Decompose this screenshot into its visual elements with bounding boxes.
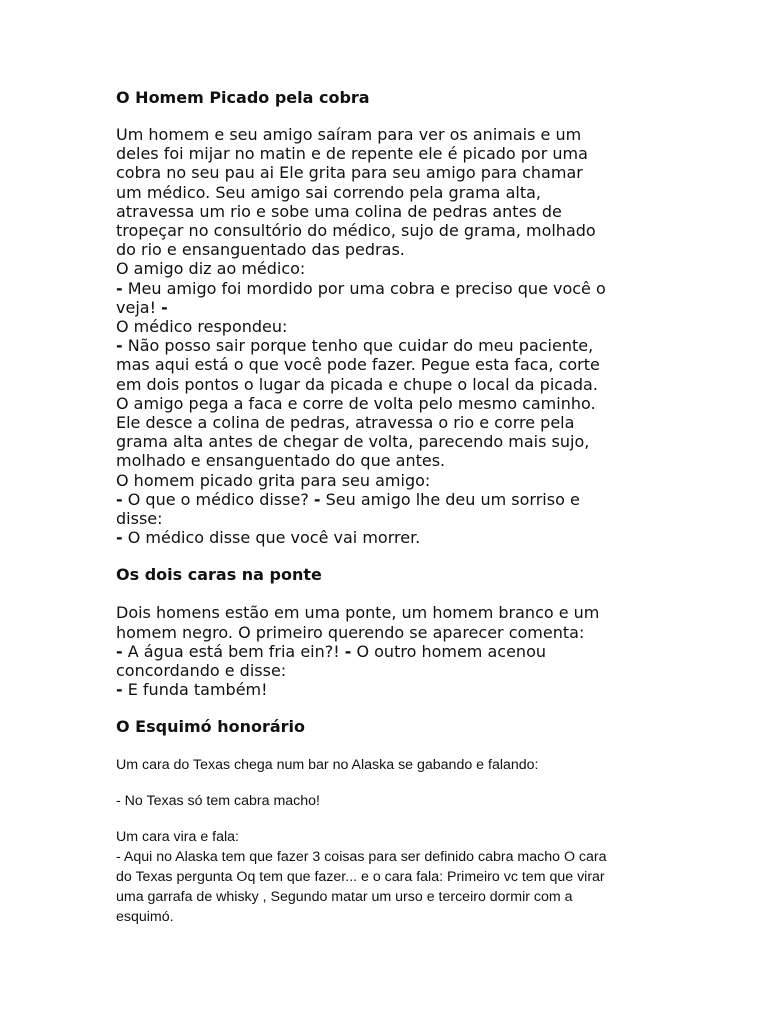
story1-line: Um homem e seu amigo saíram para ver os animais e um: [116, 125, 582, 144]
spacer: [116, 110, 656, 125]
story3-line: Um cara do Texas chega num bar no Alaska se gabando e falando:: [116, 757, 539, 774]
story1-line: mas aqui está o que você pode fazer. Pegue esta faca, corte: [116, 355, 600, 375]
dialog-dash: -: [344, 641, 352, 661]
dialog-dash: -: [116, 528, 123, 548]
story3-line: esquimó.: [116, 909, 174, 926]
story1-line: um médico. Seu amigo sai correndo pela grama alta,: [116, 182, 541, 202]
spacer: [116, 739, 656, 755]
story3-title: O Esquimó honorário: [116, 717, 306, 737]
dialog-text: Meu amigo foi mordido por uma cobra e preciso que você o: [122, 278, 606, 298]
story3-line: - Aqui no Alaska tem que fazer 3 coisas para ser definido cabra macho O cara: [116, 849, 607, 866]
story1-dialog-line: [116, 298, 656, 317]
story2-dialog-line: [116, 680, 656, 699]
dialog-dash: -: [116, 278, 123, 298]
dialog-text: E funda também!: [122, 680, 268, 700]
dialog-dash: -: [116, 489, 123, 509]
story2-body: [116, 603, 656, 699]
spacer: [116, 775, 656, 791]
story1-dialog-line: [116, 528, 656, 547]
story1-line: molhado e ensanguentado do que antes.: [116, 451, 446, 471]
story2-line: concordando e disse:: [116, 661, 287, 681]
story3-line: do Texas pergunta Oq tem que fazer... e o cara fala: Primeiro vc tem que virar: [116, 869, 605, 886]
story1-dialog-line: [116, 490, 656, 509]
story3-line: Um cara vira e fala:: [116, 829, 239, 846]
story1-line: atravessa um rio e sobe uma colina de pedras antes de: [116, 201, 562, 221]
story1-line: Ele desce a colina de pedras, atravessa o rio e corre pela: [116, 413, 575, 433]
document-page: [116, 86, 656, 927]
story1-line: O amigo diz ao médico:: [116, 259, 306, 279]
story1-line: O homem picado grita para seu amigo:: [116, 470, 431, 490]
story2-line: homem negro. O primeiro querendo se aparecer comenta:: [116, 622, 585, 642]
story1-title: O Homem Picado pela cobra: [116, 88, 370, 107]
story3-body: [116, 755, 656, 927]
story3-line: - No Texas só tem cabra macho!: [116, 793, 320, 810]
dialog-dash: -: [116, 336, 123, 356]
dialog-dash: -: [313, 489, 321, 509]
dialog-text: O médico disse que você vai morrer.: [122, 528, 421, 548]
story2-line: Dois homens estão em uma ponte, um homem branco e um: [116, 603, 600, 623]
story1-line: O médico respondeu:: [116, 317, 288, 337]
story1-line: tropeçar no consultório do médico, sujo de grama, molhado: [116, 221, 596, 241]
story1-line: grama alta antes de chegar de volta, parecendo mais sujo,: [116, 432, 590, 452]
story1-line: disse:: [116, 509, 163, 529]
story1-line: cobra no seu pau ai Ele grita para seu amigo para chamar: [116, 163, 583, 183]
story3-line: uma garrafa de whisky , Segundo matar um urso e terceiro dormir com a: [116, 889, 573, 906]
story2-dialog-line: [116, 642, 656, 661]
dialog-text: Seu amigo lhe deu um sorriso e: [320, 489, 580, 509]
dialog-text: O que o médico disse?: [122, 489, 314, 509]
spacer: [116, 811, 656, 827]
story2-title: Os dois caras na ponte: [116, 565, 322, 585]
story1-line: do rio e ensanguentado das pedras.: [116, 240, 405, 260]
story1-dialog-line: [116, 336, 656, 355]
dialog-dash: -: [116, 680, 123, 700]
dialog-text: veja!: [116, 297, 162, 317]
story1-line: em dois pontos o lugar da picada e chupe o local da picada.: [116, 374, 598, 394]
story1-line: O amigo pega a faca e corre de volta pelo mesmo caminho.: [116, 393, 596, 413]
story1-line: deles foi mijar no matin e de repente ele é picado por uma: [116, 144, 588, 164]
story1-dialog-line: [116, 279, 656, 298]
spacer: [116, 699, 656, 715]
dialog-text: Não posso sair porque tenho que cuidar do meu paciente,: [122, 336, 594, 356]
story1-body: [116, 125, 656, 547]
dialog-dash: -: [161, 297, 168, 317]
dialog-dash: -: [116, 641, 123, 661]
spacer: [116, 547, 656, 563]
dialog-text: A água está bem fria ein?!: [122, 641, 345, 661]
spacer: [116, 587, 656, 603]
dialog-text: O outro homem acenou: [351, 641, 546, 661]
